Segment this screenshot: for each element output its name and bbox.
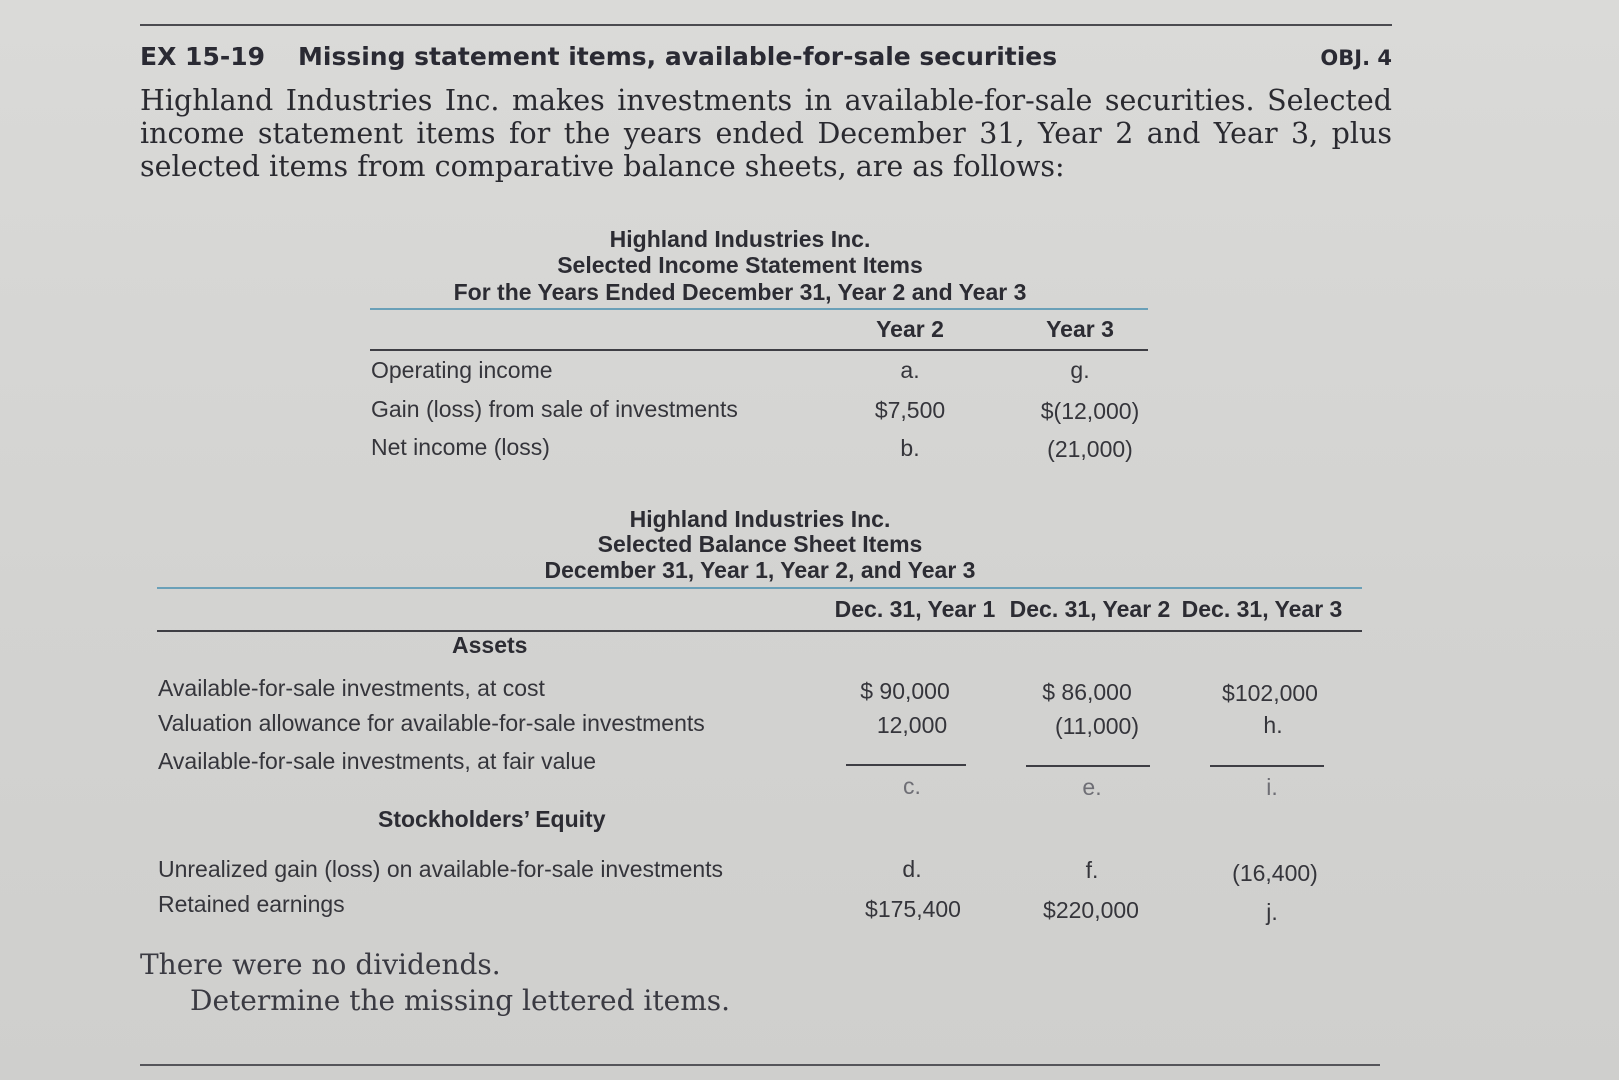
balance-title-rule <box>157 587 1362 589</box>
balance-company-name: Highland Industries Inc. <box>629 506 891 532</box>
balance-cell: h. <box>1263 712 1283 738</box>
balance-cell: $ 86,000 <box>1042 679 1132 705</box>
balance-col-year2: Dec. 31, Year 2 <box>1009 596 1171 622</box>
balance-cell: e. <box>1082 774 1102 800</box>
income-statement-period: For the Years Ended December 31, Year 2 and Year 3 <box>453 279 1027 305</box>
subtotal-rule-year1 <box>846 764 966 766</box>
equity-heading: Stockholders’ Equity <box>378 806 606 832</box>
dividends-note: There were no dividends. <box>140 948 501 981</box>
balance-sheet-period: December 31, Year 1, Year 2, and Year 3 <box>544 557 976 583</box>
bottom-rule <box>140 1064 1380 1066</box>
balance-row-label: Available-for-sale investments, at fair value <box>158 748 597 774</box>
income-row-label: Net income (loss) <box>371 434 550 460</box>
balance-cell: $220,000 <box>1043 897 1139 923</box>
objective-label: OBJ. 4 <box>1320 46 1392 70</box>
assets-heading: Assets <box>452 632 528 658</box>
income-col-year3: Year 3 <box>1046 316 1114 342</box>
balance-cell: (16,400) <box>1232 860 1318 886</box>
balance-cell: (11,000) <box>1055 713 1139 739</box>
income-header-rule <box>370 349 1148 351</box>
income-company-name: Highland Industries Inc. <box>609 226 871 252</box>
income-cell: (21,000) <box>1047 436 1133 462</box>
balance-sheet-title: Selected Balance Sheet Items <box>597 531 923 557</box>
balance-row-label: Retained earnings <box>158 891 345 917</box>
balance-row-label: Valuation allowance for available-for-sale investments <box>158 710 705 736</box>
balance-header-rule <box>157 630 1362 632</box>
balance-col-year3: Dec. 31, Year 3 <box>1181 596 1343 622</box>
balance-row-label: Unrealized gain (loss) on available-for-sale investments <box>158 856 724 882</box>
income-cell: b. <box>900 435 920 461</box>
income-title-rule <box>370 308 1148 310</box>
exercise-intro: Highland Industries Inc. makes investments in available-for-sale securities. Selected income statement items for the years ended December 31, Year 2 and Year 3, plus selected items from comparative balance sheets, are as follows: <box>140 84 1392 183</box>
income-row-label: Operating income <box>371 357 553 383</box>
income-col-year2: Year 2 <box>876 316 944 342</box>
balance-cell: $ 90,000 <box>860 678 950 704</box>
balance-col-year1: Dec. 31, Year 1 <box>834 596 996 622</box>
income-cell: a. <box>900 357 920 383</box>
income-cell: $(12,000) <box>1040 398 1140 424</box>
balance-cell: $175,400 <box>865 896 961 922</box>
balance-row-label: Available-for-sale investments, at cost <box>158 675 545 701</box>
subtotal-rule-year3 <box>1210 765 1324 767</box>
balance-cell: i. <box>1266 774 1278 800</box>
exercise-number: EX 15-19 <box>140 42 266 71</box>
exercise-title: Missing statement items, available-for-sale securities <box>298 42 1058 71</box>
instruction-text: Determine the missing lettered items. <box>190 984 731 1017</box>
balance-cell: $102,000 <box>1222 680 1318 706</box>
balance-cell: 12,000 <box>876 712 948 738</box>
income-statement-title: Selected Income Statement Items <box>557 252 923 278</box>
subtotal-rule-year2 <box>1026 765 1150 767</box>
income-cell: g. <box>1070 357 1090 383</box>
balance-cell: d. <box>902 856 922 882</box>
balance-cell: c. <box>903 773 921 799</box>
balance-cell: j. <box>1266 899 1278 925</box>
income-cell: $7,500 <box>874 397 946 423</box>
income-row-label: Gain (loss) from sale of investments <box>371 396 738 422</box>
top-rule <box>140 24 1392 26</box>
balance-cell: f. <box>1085 857 1099 883</box>
